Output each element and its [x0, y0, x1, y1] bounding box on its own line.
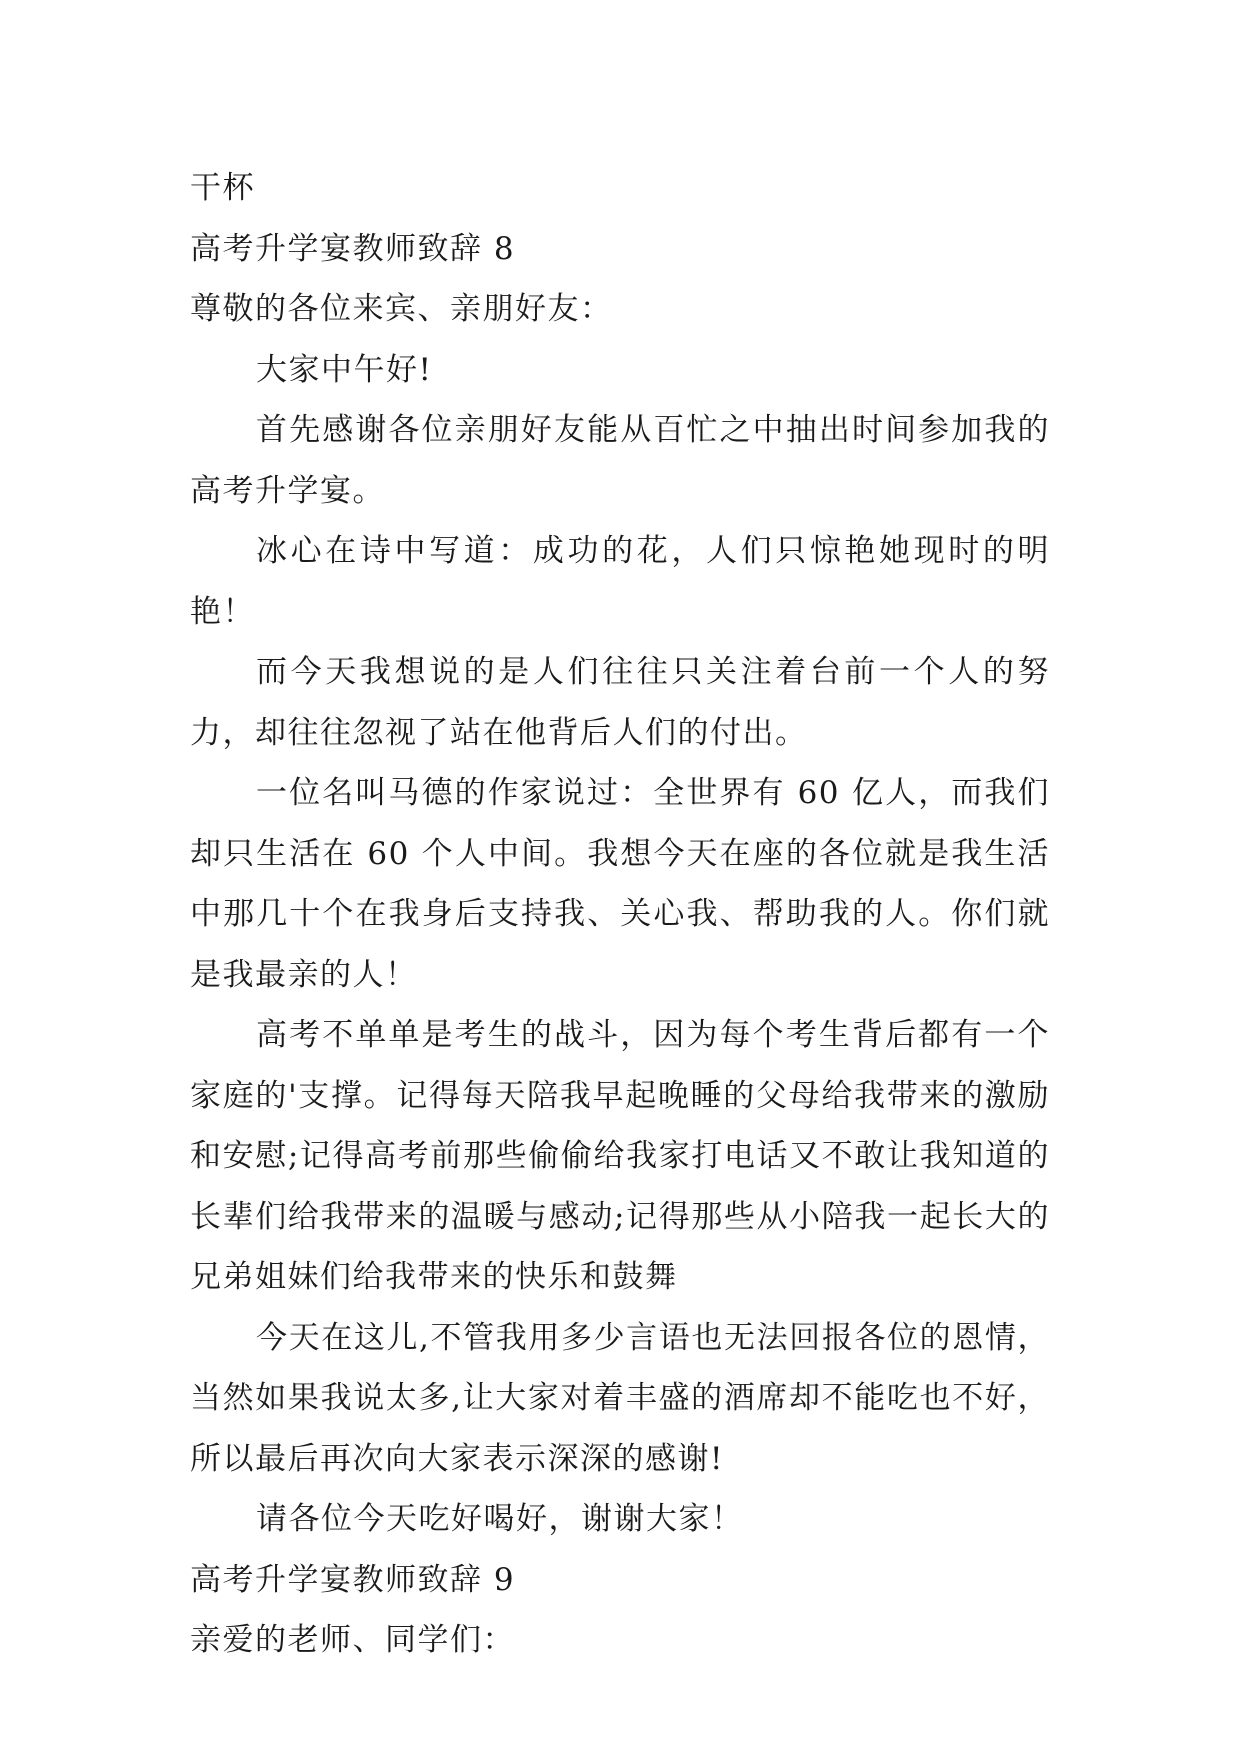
paragraph-closing: 请各位今天吃好喝好，谢谢大家！: [256, 1501, 744, 1537]
text-line-toast: 干杯: [190, 170, 255, 206]
paragraph-thanks: 首先感谢各位亲朋好友能从百忙之中抽出时间参加我的高考升学宴。: [190, 412, 1050, 509]
salutation: 尊敬的各位来宾、亲朋好友：: [190, 291, 613, 327]
paragraph-gratitude: 今天在这儿,不管我用多少言语也无法回报各位的恩情，当然如果我说太多,让大家对着丰盛的酒席却不能吃也不好，所以最后再次向大家表示深深的感谢!: [190, 1319, 1050, 1477]
paragraph-greeting: 大家中午好!: [256, 351, 433, 388]
document-body: [190, 158, 1050, 1671]
paragraph-60-people: 一位名叫马德的作家说过：全世界有 60 亿人，而我们却只生活在 60 个人中间。我想今天在座的各位就是我生活中那几十个在我身后支持我、关心我、帮助我的人。你们就是我最亲的人！: [190, 775, 1050, 993]
paragraph-family-support: 高考不单单是考生的战斗，因为每个考生背后都有一个家庭的'支撑。记得每天陪我早起晚睡的父母给我带来的激励和安慰;记得高考前那些偷偷给我家打电话又不敢让我知道的长辈们给我带来的温暖与感动;记得那些从小陪我一起长大的兄弟姐妹们给我带来的快乐和鼓舞: [190, 1017, 1050, 1295]
paragraph-effort: 而今天我想说的是人们往往只关注着台前一个人的努力，却往往忽视了站在他背后人们的付出。: [190, 654, 1050, 751]
section-heading-8: 高考升学宴教师致辞 8: [190, 230, 516, 267]
salutation-teachers: 亲爱的老师、同学们：: [190, 1622, 515, 1658]
section-heading-9: 高考升学宴教师致辞 9: [190, 1561, 516, 1598]
paragraph-quote: 冰心在诗中写道：成功的花，人们只惊艳她现时的明艳！: [190, 533, 1050, 630]
